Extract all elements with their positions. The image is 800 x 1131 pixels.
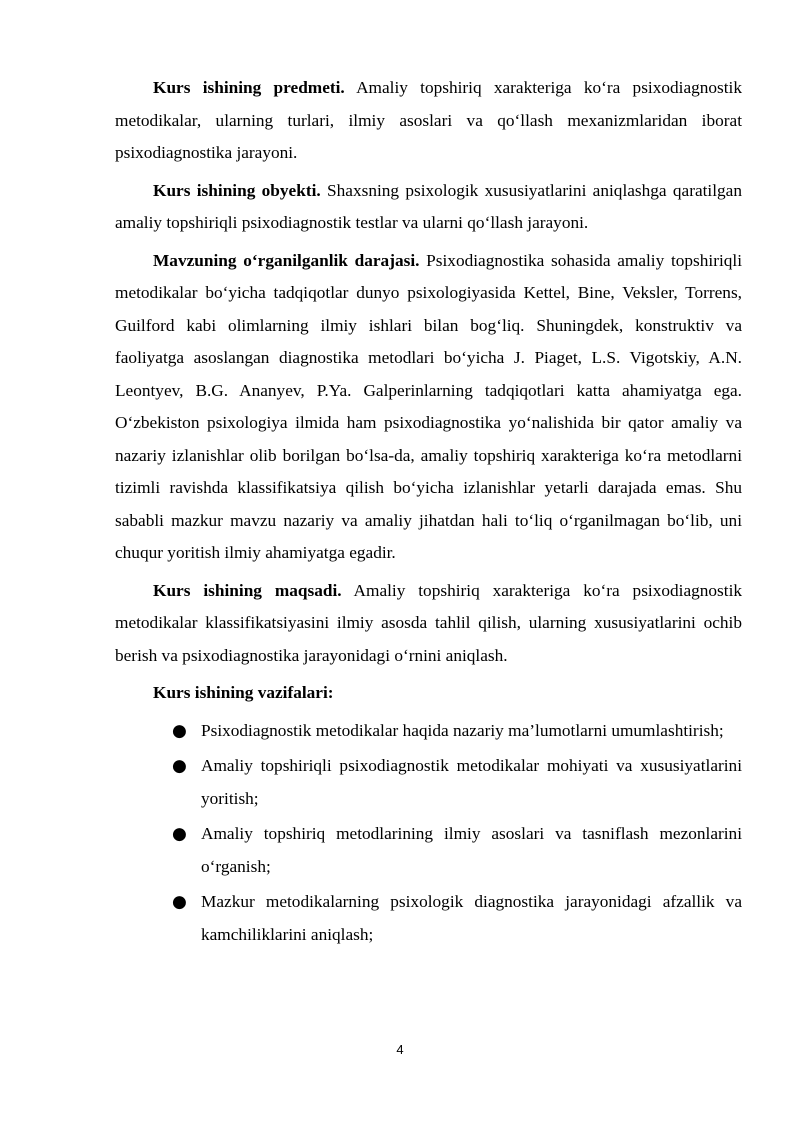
- list-item: [164, 750, 742, 815]
- page-content: [115, 72, 742, 954]
- paragraph-study-level: [115, 245, 742, 570]
- bullet-icon: ●: [172, 720, 187, 741]
- tasks-list: [115, 715, 742, 952]
- list-item-text: Psixodiagnostik metodikalar haqida nazariy ma’lumotlarni umumlashtirish;: [201, 720, 724, 740]
- bullet-icon: ●: [172, 892, 187, 912]
- paragraph-object: [115, 175, 742, 240]
- paragraph-label: Mavzuning o‘rganilganlik darajasi.: [153, 250, 420, 270]
- list-item: [164, 886, 742, 951]
- list-item-text: Amaliy topshiriq metodlarining ilmiy asoslari va tasniflash mezonlarini o‘rganish;: [201, 824, 742, 876]
- paragraph-goal: [115, 575, 742, 673]
- list-item: [164, 818, 742, 883]
- paragraph-label: Kurs ishining maqsadi.: [153, 580, 342, 600]
- paragraph-label: Kurs ishining obyekti.: [153, 180, 321, 200]
- bullet-icon: ●: [172, 824, 187, 844]
- paragraph-text: Shaxsning psixologik xususiyatlarini aniqlashga qaratilgan amaliy topshiriqli psixodiagnostik testlar va ularni qo‘llash jarayoni.: [115, 180, 742, 232]
- page-number: 4: [396, 1042, 404, 1057]
- paragraph-text: Psixodiagnostika sohasida amaliy topshiriqli metodikalar bo‘yicha tadqiqotlar dunyo psixologiyasida Kettel, Bine, Veksler, Torrens, Guilford kabi olimlarning ilmiy ishlari bilan bog‘liq. Shuningdek, konstruktiv va faoliyatga asoslangan diagnostika metodlari bo‘yicha J. Piaget, L.S. Vigotskiy, A.N. Leontyev, B.G. Ananyev, P.Ya. Galperinlarning tadqiqotlari katta ahamiyatga ega. O‘zbekiston psixologiya ilmida ham psixodiagnostika yo‘nalishida bir qator amaliy va nazariy izlanishlar olib borilgan bo‘lsa-da, amaliy topshiriq xarakteriga ko‘ra metodlarni tizimli ravishda klassifikatsiya qilish bo‘yicha izlanishlar yetarli darajada emas. Shu sababli mazkur mavzu nazariy va amaliy jihatdan hali to‘liq o‘rganilmagan bo‘lib, uni chuqur yoritish ilmiy ahamiyatga egadir.: [115, 250, 742, 562]
- paragraph-text: Amaliy topshiriq xarakteriga ko‘ra psixodiagnostik metodikalar, ularning turlari, ilmiy asoslari va qo‘llash mexanizmlaridan iborat psixodiagnostika jarayoni.: [115, 78, 742, 162]
- list-item-text: Mazkur metodikalarning psixologik diagnostika jarayonidagi afzallik va kamchiliklarini aniqlash;: [201, 892, 742, 944]
- paragraph-text: Amaliy topshiriq xarakteriga ko‘ra psixodiagnostik metodikalar klassifikatsiyasini ilmiy asosda tahlil qilish, ularning xususiyatlarini ochib berish va psixodiagnostika jarayonidagi o‘rnini aniqlash.: [115, 580, 743, 665]
- list-item: [164, 715, 742, 748]
- paragraph-label: Kurs ishining predmeti.: [153, 78, 345, 97]
- bullet-icon: ●: [172, 756, 187, 776]
- paragraph-subject: [115, 72, 742, 170]
- list-item-text: Amaliy topshiriqli psixodiagnostik metodikalar mohiyati va xususiyatlarini yoritish;: [201, 756, 742, 808]
- tasks-heading: Kurs ishining vazifalari:: [153, 683, 334, 702]
